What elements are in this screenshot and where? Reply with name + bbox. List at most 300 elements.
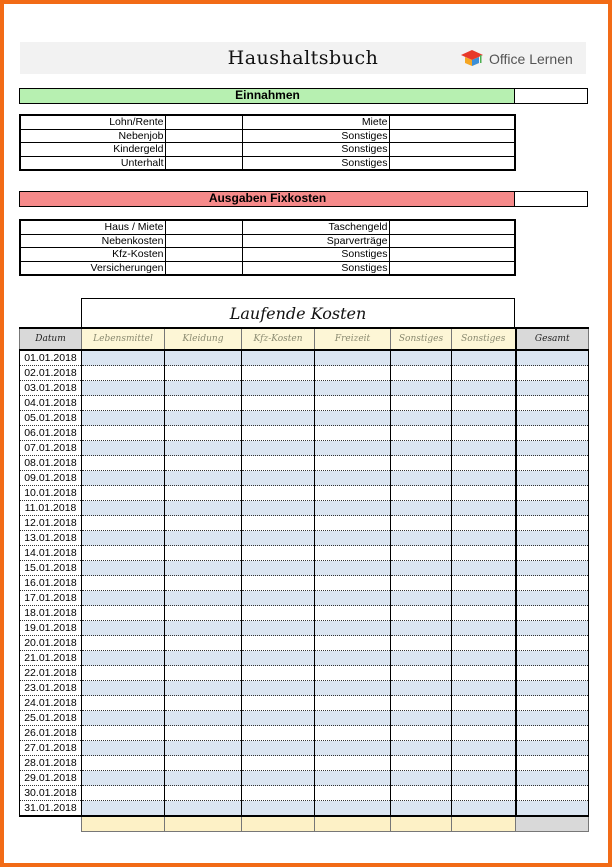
amount-cell[interactable] bbox=[452, 726, 516, 741]
amount-cell[interactable] bbox=[315, 456, 391, 471]
amount-cell[interactable] bbox=[315, 501, 391, 516]
amount-cell[interactable] bbox=[82, 651, 165, 666]
amount-cell[interactable] bbox=[82, 606, 165, 621]
amount-cell[interactable] bbox=[452, 411, 516, 426]
gesamt-cell[interactable] bbox=[516, 456, 589, 471]
amount-cell[interactable] bbox=[165, 711, 242, 726]
gesamt-cell[interactable] bbox=[516, 501, 589, 516]
amount-cell[interactable] bbox=[315, 441, 391, 456]
row-label-right: Miete bbox=[242, 115, 389, 129]
amount-cell[interactable] bbox=[82, 696, 165, 711]
amount-cell[interactable] bbox=[242, 681, 315, 696]
amount-cell[interactable] bbox=[82, 456, 165, 471]
amount-cell[interactable] bbox=[82, 441, 165, 456]
amount-cell[interactable] bbox=[391, 411, 452, 426]
amount-cell[interactable] bbox=[165, 456, 242, 471]
gesamt-cell[interactable] bbox=[516, 546, 589, 561]
gesamt-cell[interactable] bbox=[516, 381, 589, 396]
amount-cell[interactable] bbox=[391, 591, 452, 606]
amount-cell[interactable] bbox=[82, 350, 165, 366]
amount-cell[interactable] bbox=[242, 726, 315, 741]
amount-cell[interactable] bbox=[315, 741, 391, 756]
table-row bbox=[20, 411, 589, 426]
amount-cell[interactable] bbox=[242, 426, 315, 441]
amount-cell[interactable] bbox=[165, 786, 242, 801]
gesamt-cell[interactable] bbox=[516, 486, 589, 501]
amount-cell[interactable] bbox=[165, 143, 242, 157]
amount-cell[interactable] bbox=[165, 396, 242, 411]
amount-cell[interactable] bbox=[315, 651, 391, 666]
amount-cell[interactable] bbox=[391, 576, 452, 591]
amount-cell[interactable] bbox=[315, 801, 391, 817]
date-cell: 01.01.2018 bbox=[20, 350, 82, 366]
amount-cell[interactable] bbox=[315, 516, 391, 531]
amount-cell[interactable] bbox=[315, 621, 391, 636]
amount-cell[interactable] bbox=[389, 115, 515, 129]
amount-cell[interactable] bbox=[242, 606, 315, 621]
amount-cell[interactable] bbox=[242, 486, 315, 501]
amount-cell[interactable] bbox=[165, 156, 242, 170]
row-label-left: Unterhalt bbox=[20, 156, 165, 170]
amount-cell[interactable] bbox=[315, 396, 391, 411]
amount-cell[interactable] bbox=[165, 651, 242, 666]
einnahmen-total-cell[interactable] bbox=[514, 88, 588, 104]
amount-cell[interactable] bbox=[82, 396, 165, 411]
date-cell: 07.01.2018 bbox=[20, 441, 82, 456]
amount-cell[interactable] bbox=[315, 426, 391, 441]
amount-cell[interactable] bbox=[315, 681, 391, 696]
amount-cell[interactable] bbox=[242, 636, 315, 651]
amount-cell[interactable] bbox=[82, 366, 165, 381]
date-cell: 25.01.2018 bbox=[20, 711, 82, 726]
amount-cell[interactable] bbox=[82, 801, 165, 817]
amount-cell[interactable] bbox=[82, 756, 165, 771]
amount-cell[interactable] bbox=[391, 606, 452, 621]
amount-cell[interactable] bbox=[452, 711, 516, 726]
amount-cell[interactable] bbox=[165, 576, 242, 591]
amount-cell[interactable] bbox=[82, 471, 165, 486]
amount-cell[interactable] bbox=[452, 696, 516, 711]
amount-cell[interactable] bbox=[82, 636, 165, 651]
gesamt-cell[interactable] bbox=[516, 681, 589, 696]
amount-cell[interactable] bbox=[165, 726, 242, 741]
amount-cell[interactable] bbox=[452, 741, 516, 756]
einnahmen-header: Einnahmen bbox=[19, 88, 516, 104]
amount-cell[interactable] bbox=[389, 234, 515, 248]
amount-cell[interactable] bbox=[165, 621, 242, 636]
amount-cell[interactable] bbox=[391, 681, 452, 696]
footer-blank bbox=[20, 816, 82, 832]
amount-cell[interactable] bbox=[165, 129, 242, 143]
amount-cell[interactable] bbox=[391, 741, 452, 756]
row-label-right: Taschengeld bbox=[242, 220, 389, 234]
header-gesamt: Gesamt bbox=[516, 328, 589, 350]
date-cell: 27.01.2018 bbox=[20, 741, 82, 756]
amount-cell[interactable] bbox=[82, 666, 165, 681]
amount-cell[interactable] bbox=[452, 666, 516, 681]
amount-cell[interactable] bbox=[315, 471, 391, 486]
amount-cell[interactable] bbox=[391, 636, 452, 651]
amount-cell[interactable] bbox=[82, 381, 165, 396]
date-cell: 31.01.2018 bbox=[20, 801, 82, 817]
amount-cell[interactable] bbox=[391, 426, 452, 441]
amount-cell[interactable] bbox=[82, 591, 165, 606]
amount-cell[interactable] bbox=[452, 771, 516, 786]
amount-cell[interactable] bbox=[391, 801, 452, 817]
date-cell: 30.01.2018 bbox=[20, 786, 82, 801]
amount-cell[interactable] bbox=[242, 501, 315, 516]
amount-cell[interactable] bbox=[82, 576, 165, 591]
amount-cell[interactable] bbox=[315, 606, 391, 621]
amount-cell[interactable] bbox=[315, 636, 391, 651]
gesamt-cell[interactable] bbox=[516, 441, 589, 456]
amount-cell[interactable] bbox=[165, 441, 242, 456]
amount-cell[interactable] bbox=[165, 426, 242, 441]
amount-cell[interactable] bbox=[165, 234, 242, 248]
category-total-cell[interactable] bbox=[242, 816, 315, 832]
amount-cell[interactable] bbox=[391, 786, 452, 801]
amount-cell[interactable] bbox=[242, 350, 315, 366]
amount-cell[interactable] bbox=[82, 426, 165, 441]
amount-cell[interactable] bbox=[452, 531, 516, 546]
amount-cell[interactable] bbox=[165, 801, 242, 817]
amount-cell[interactable] bbox=[315, 711, 391, 726]
table-row bbox=[20, 350, 589, 366]
amount-cell[interactable] bbox=[391, 561, 452, 576]
amount-cell[interactable] bbox=[452, 651, 516, 666]
gesamt-cell[interactable] bbox=[516, 606, 589, 621]
amount-cell[interactable] bbox=[452, 636, 516, 651]
gesamt-cell[interactable] bbox=[516, 576, 589, 591]
amount-cell[interactable] bbox=[391, 696, 452, 711]
amount-cell[interactable] bbox=[82, 561, 165, 576]
amount-cell[interactable] bbox=[242, 516, 315, 531]
amount-cell[interactable] bbox=[391, 441, 452, 456]
table-row bbox=[20, 396, 589, 411]
ausgaben-table bbox=[19, 219, 516, 276]
amount-cell[interactable] bbox=[242, 756, 315, 771]
amount-cell[interactable] bbox=[82, 786, 165, 801]
amount-cell[interactable] bbox=[452, 396, 516, 411]
amount-cell[interactable] bbox=[391, 666, 452, 681]
gesamt-cell[interactable] bbox=[516, 366, 589, 381]
date-cell: 08.01.2018 bbox=[20, 456, 82, 471]
amount-cell[interactable] bbox=[242, 531, 315, 546]
amount-cell[interactable] bbox=[315, 350, 391, 366]
amount-cell[interactable] bbox=[165, 350, 242, 366]
table-row bbox=[20, 561, 589, 576]
amount-cell[interactable] bbox=[452, 516, 516, 531]
amount-cell[interactable] bbox=[242, 591, 315, 606]
table-row bbox=[20, 576, 589, 591]
table-row bbox=[20, 531, 589, 546]
table-row bbox=[20, 426, 589, 441]
amount-cell[interactable] bbox=[315, 546, 391, 561]
amount-cell[interactable] bbox=[242, 456, 315, 471]
amount-cell[interactable] bbox=[165, 366, 242, 381]
amount-cell[interactable] bbox=[165, 591, 242, 606]
amount-cell[interactable] bbox=[391, 756, 452, 771]
fix-row bbox=[20, 220, 515, 234]
amount-cell[interactable] bbox=[242, 561, 315, 576]
table-row bbox=[20, 486, 589, 501]
category-total-cell[interactable] bbox=[391, 816, 452, 832]
row-label-left: Lohn/Rente bbox=[20, 115, 165, 129]
amount-cell[interactable] bbox=[452, 681, 516, 696]
amount-cell[interactable] bbox=[165, 696, 242, 711]
amount-cell[interactable] bbox=[391, 501, 452, 516]
amount-cell[interactable] bbox=[452, 366, 516, 381]
amount-cell[interactable] bbox=[82, 741, 165, 756]
date-cell: 14.01.2018 bbox=[20, 546, 82, 561]
table-row bbox=[20, 651, 589, 666]
amount-cell[interactable] bbox=[452, 576, 516, 591]
amount-cell[interactable] bbox=[391, 516, 452, 531]
date-cell: 05.01.2018 bbox=[20, 411, 82, 426]
gesamt-cell[interactable] bbox=[516, 786, 589, 801]
ausgaben-total-cell[interactable] bbox=[514, 191, 588, 207]
amount-cell[interactable] bbox=[82, 501, 165, 516]
date-cell: 29.01.2018 bbox=[20, 771, 82, 786]
gesamt-cell[interactable] bbox=[516, 591, 589, 606]
amount-cell[interactable] bbox=[315, 561, 391, 576]
amount-cell[interactable] bbox=[82, 771, 165, 786]
category-total-cell[interactable] bbox=[165, 816, 242, 832]
amount-cell[interactable] bbox=[165, 248, 242, 262]
amount-cell[interactable] bbox=[242, 471, 315, 486]
amount-cell[interactable] bbox=[391, 531, 452, 546]
fix-row bbox=[20, 234, 515, 248]
amount-cell[interactable] bbox=[315, 486, 391, 501]
amount-cell[interactable] bbox=[452, 501, 516, 516]
gesamt-cell[interactable] bbox=[516, 621, 589, 636]
amount-cell[interactable] bbox=[452, 561, 516, 576]
fix-row bbox=[20, 248, 515, 262]
table-row bbox=[20, 501, 589, 516]
gesamt-cell[interactable] bbox=[516, 711, 589, 726]
amount-cell[interactable] bbox=[165, 741, 242, 756]
amount-cell[interactable] bbox=[315, 786, 391, 801]
amount-cell[interactable] bbox=[242, 711, 315, 726]
amount-cell[interactable] bbox=[389, 156, 515, 170]
gesamt-cell[interactable] bbox=[516, 771, 589, 786]
amount-cell[interactable] bbox=[391, 726, 452, 741]
row-label-right: Sonstiges bbox=[242, 129, 389, 143]
table-row bbox=[20, 786, 589, 801]
amount-cell[interactable] bbox=[82, 726, 165, 741]
amount-cell[interactable] bbox=[82, 681, 165, 696]
amount-cell[interactable] bbox=[165, 546, 242, 561]
amount-cell[interactable] bbox=[315, 756, 391, 771]
category-total-cell[interactable] bbox=[82, 816, 165, 832]
amount-cell[interactable] bbox=[389, 143, 515, 157]
gesamt-cell[interactable] bbox=[516, 471, 589, 486]
category-total-cell[interactable] bbox=[315, 816, 391, 832]
amount-cell[interactable] bbox=[452, 426, 516, 441]
gesamt-cell[interactable] bbox=[516, 350, 589, 366]
date-cell: 18.01.2018 bbox=[20, 606, 82, 621]
header-category: Lebensmittel bbox=[82, 328, 165, 350]
amount-cell[interactable] bbox=[452, 801, 516, 817]
amount-cell[interactable] bbox=[452, 441, 516, 456]
date-cell: 22.01.2018 bbox=[20, 666, 82, 681]
gesamt-cell[interactable] bbox=[516, 531, 589, 546]
table-row bbox=[20, 546, 589, 561]
amount-cell[interactable] bbox=[315, 696, 391, 711]
laufende-kosten-table bbox=[19, 327, 589, 832]
amount-cell[interactable] bbox=[391, 651, 452, 666]
amount-cell[interactable] bbox=[165, 756, 242, 771]
amount-cell[interactable] bbox=[82, 516, 165, 531]
amount-cell[interactable] bbox=[165, 681, 242, 696]
amount-cell[interactable] bbox=[391, 366, 452, 381]
amount-cell[interactable] bbox=[315, 591, 391, 606]
amount-cell[interactable] bbox=[165, 501, 242, 516]
amount-cell[interactable] bbox=[391, 621, 452, 636]
amount-cell[interactable] bbox=[242, 651, 315, 666]
amount-cell[interactable] bbox=[242, 771, 315, 786]
amount-cell[interactable] bbox=[315, 576, 391, 591]
table-row bbox=[20, 456, 589, 471]
amount-cell[interactable] bbox=[82, 546, 165, 561]
row-label-left: Versicherungen bbox=[20, 261, 165, 275]
amount-cell[interactable] bbox=[391, 711, 452, 726]
amount-cell[interactable] bbox=[452, 756, 516, 771]
amount-cell[interactable] bbox=[242, 411, 315, 426]
amount-cell[interactable] bbox=[389, 220, 515, 234]
amount-cell[interactable] bbox=[452, 471, 516, 486]
amount-cell[interactable] bbox=[242, 786, 315, 801]
gesamt-cell[interactable] bbox=[516, 666, 589, 681]
row-label-right: Sonstiges bbox=[242, 143, 389, 157]
amount-cell[interactable] bbox=[452, 606, 516, 621]
amount-cell[interactable] bbox=[315, 771, 391, 786]
amount-cell[interactable] bbox=[391, 350, 452, 366]
row-label-left: Nebenjob bbox=[20, 129, 165, 143]
amount-cell[interactable] bbox=[391, 771, 452, 786]
amount-cell[interactable] bbox=[242, 366, 315, 381]
amount-cell[interactable] bbox=[391, 471, 452, 486]
amount-cell[interactable] bbox=[315, 666, 391, 681]
header-category: Kleidung bbox=[165, 328, 242, 350]
header-datum: Datum bbox=[20, 328, 82, 350]
amount-cell[interactable] bbox=[391, 546, 452, 561]
amount-cell[interactable] bbox=[389, 261, 515, 275]
header-category: Sonstiges bbox=[391, 328, 452, 350]
fix-row bbox=[20, 261, 515, 275]
logo bbox=[460, 48, 590, 70]
amount-cell[interactable] bbox=[452, 591, 516, 606]
amount-cell[interactable] bbox=[82, 531, 165, 546]
gesamt-cell[interactable] bbox=[516, 741, 589, 756]
amount-cell[interactable] bbox=[165, 261, 242, 275]
amount-cell[interactable] bbox=[389, 248, 515, 262]
amount-cell[interactable] bbox=[452, 486, 516, 501]
amount-cell[interactable] bbox=[82, 711, 165, 726]
amount-cell[interactable] bbox=[165, 606, 242, 621]
amount-cell[interactable] bbox=[242, 741, 315, 756]
gesamt-cell[interactable] bbox=[516, 411, 589, 426]
amount-cell[interactable] bbox=[165, 486, 242, 501]
gesamt-cell[interactable] bbox=[516, 516, 589, 531]
gesamt-cell[interactable] bbox=[516, 726, 589, 741]
amount-cell[interactable] bbox=[165, 411, 242, 426]
amount-cell[interactable] bbox=[391, 396, 452, 411]
gesamt-cell[interactable] bbox=[516, 801, 589, 817]
grand-total-cell[interactable] bbox=[516, 816, 589, 832]
amount-cell[interactable] bbox=[82, 411, 165, 426]
amount-cell[interactable] bbox=[315, 726, 391, 741]
amount-cell[interactable] bbox=[165, 666, 242, 681]
amount-cell[interactable] bbox=[452, 621, 516, 636]
table-row bbox=[20, 591, 589, 606]
amount-cell[interactable] bbox=[165, 561, 242, 576]
amount-cell[interactable] bbox=[242, 546, 315, 561]
gesamt-cell[interactable] bbox=[516, 561, 589, 576]
date-cell: 04.01.2018 bbox=[20, 396, 82, 411]
amount-cell[interactable] bbox=[242, 621, 315, 636]
amount-cell[interactable] bbox=[315, 366, 391, 381]
amount-cell[interactable] bbox=[242, 666, 315, 681]
amount-cell[interactable] bbox=[315, 531, 391, 546]
gesamt-cell[interactable] bbox=[516, 651, 589, 666]
gesamt-cell[interactable] bbox=[516, 696, 589, 711]
amount-cell[interactable] bbox=[315, 381, 391, 396]
amount-cell[interactable] bbox=[242, 696, 315, 711]
gesamt-cell[interactable] bbox=[516, 756, 589, 771]
table-row bbox=[20, 621, 589, 636]
date-cell: 06.01.2018 bbox=[20, 426, 82, 441]
category-total-cell[interactable] bbox=[452, 816, 516, 832]
amount-cell[interactable] bbox=[242, 801, 315, 817]
gesamt-cell[interactable] bbox=[516, 636, 589, 651]
table-row bbox=[20, 366, 589, 381]
amount-cell[interactable] bbox=[165, 220, 242, 234]
gesamt-cell[interactable] bbox=[516, 426, 589, 441]
amount-cell[interactable] bbox=[242, 441, 315, 456]
amount-cell[interactable] bbox=[165, 771, 242, 786]
amount-cell[interactable] bbox=[452, 381, 516, 396]
date-cell: 24.01.2018 bbox=[20, 696, 82, 711]
date-cell: 03.01.2018 bbox=[20, 381, 82, 396]
amount-cell[interactable] bbox=[391, 486, 452, 501]
amount-cell[interactable] bbox=[452, 786, 516, 801]
amount-cell[interactable] bbox=[165, 516, 242, 531]
amount-cell[interactable] bbox=[391, 381, 452, 396]
laufende-kosten-title: Laufende Kosten bbox=[81, 298, 515, 327]
amount-cell[interactable] bbox=[82, 486, 165, 501]
amount-cell[interactable] bbox=[165, 531, 242, 546]
amount-cell[interactable] bbox=[452, 456, 516, 471]
amount-cell[interactable] bbox=[165, 115, 242, 129]
amount-cell[interactable] bbox=[165, 381, 242, 396]
amount-cell[interactable] bbox=[165, 471, 242, 486]
amount-cell[interactable] bbox=[242, 381, 315, 396]
gesamt-cell[interactable] bbox=[516, 396, 589, 411]
amount-cell[interactable] bbox=[391, 456, 452, 471]
amount-cell[interactable] bbox=[389, 129, 515, 143]
amount-cell[interactable] bbox=[82, 621, 165, 636]
date-cell: 19.01.2018 bbox=[20, 621, 82, 636]
date-cell: 21.01.2018 bbox=[20, 651, 82, 666]
amount-cell[interactable] bbox=[452, 350, 516, 366]
amount-cell[interactable] bbox=[242, 396, 315, 411]
amount-cell[interactable] bbox=[452, 546, 516, 561]
amount-cell[interactable] bbox=[242, 576, 315, 591]
amount-cell[interactable] bbox=[165, 636, 242, 651]
table-row bbox=[20, 606, 589, 621]
amount-cell[interactable] bbox=[315, 411, 391, 426]
